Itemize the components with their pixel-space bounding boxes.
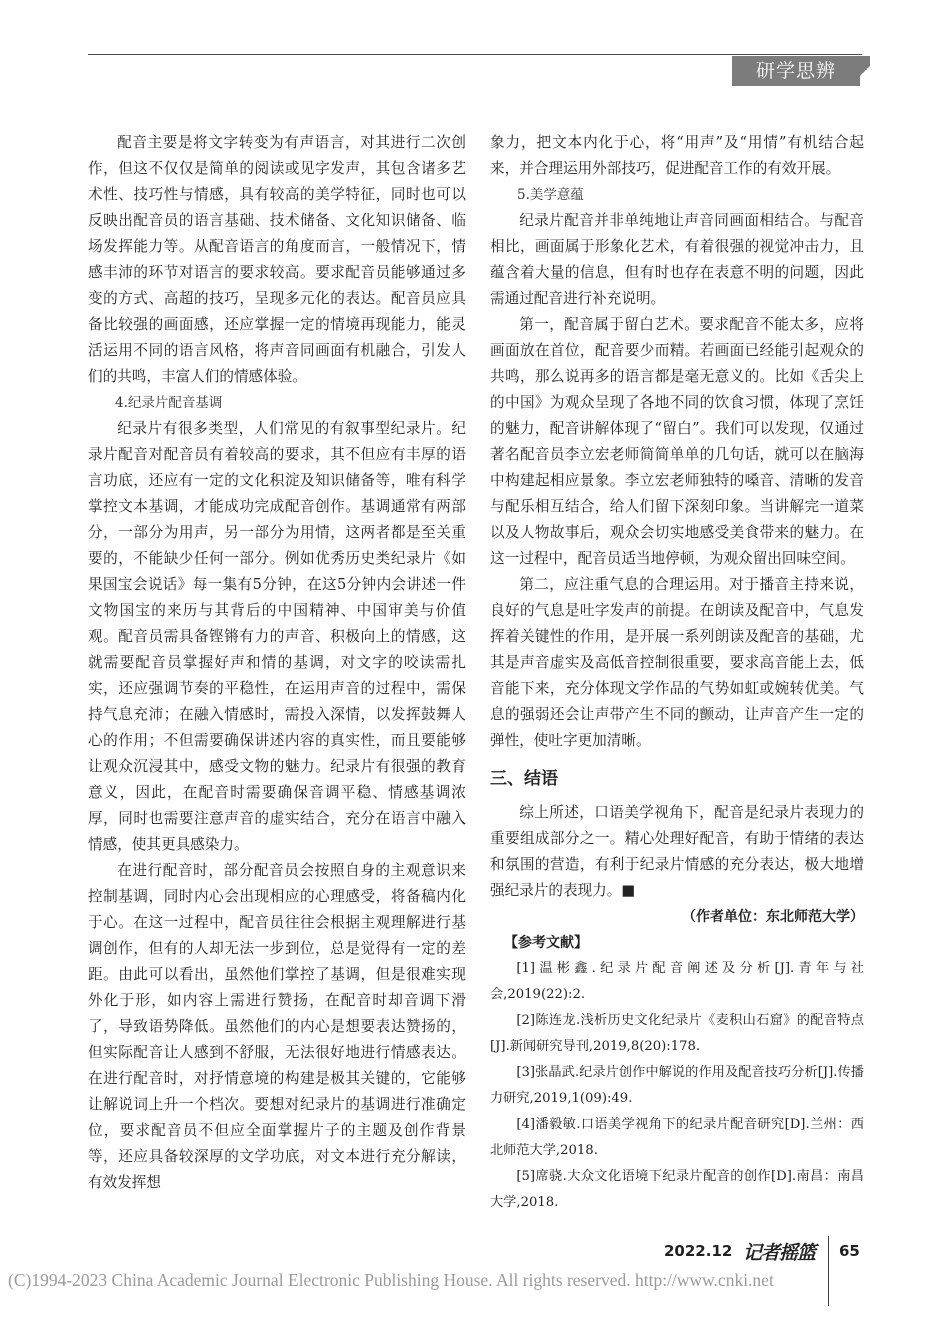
paragraph: 在进行配音时，部分配音员会按照自身的主观意识来控制基调，同时内心会出现相应的心理感受，将备稿内化于心。在这一过程中，配音员往往会根据主观理解进行基调创作，但有的人却无法一步到位，总是觉得有一定的差距。由此可以看出，虽然他们掌控了基调，但是很难实现外化于形，如内容上需进行赞扬，在配音时却音调下滑了，导致语势降低。虽然他们的内心是想要表达赞扬的，但实际配音让人感到不舒服，无法很好地进行情感表达。在进行配音时，对抒情意境的构建是极其关键的，它能够让解说词上升一个档次。要想对纪录片的基调进行准确定位，要求配音员不但应全面掌握片子的主题及创作背景等，还应具备较深厚的文学功底，对文本进行充分解读，有效发挥想 — [88, 862, 466, 1191]
paragraph: 纪录片配音并非单纯地让声音同画面相结合。与配音相比，画面属于形象化艺术，有着很强的视觉冲击力，且蕴含着大量的信息，但有时也存在表意不明的问题，因此需通过配音进行补充说明。 — [490, 212, 864, 307]
reference-item: [4]潘毅敏.口语美学视角下的纪录片配音研究[D].兰州：西北师范大学,2018. — [490, 1117, 864, 1158]
paragraph: 综上所述，口语美学视角下，配音是纪录片表现力的重要组成部分之一。精心处理好配音，有助于情绪的表达和氛围的营造，有利于纪录片情感的充分表达，极大地增强纪录片的表现力。■ — [490, 804, 864, 899]
header-rule — [88, 54, 862, 55]
section-heading-conclusion: 三、结语 — [490, 769, 558, 789]
issue-date: 2022.12 — [664, 1242, 733, 1260]
paragraph-continued: 象力，把文本内化于心，将“用声”及“用情”有机结合起来，并合理运用外部技巧，促进配音工作的有效开展。 — [490, 134, 864, 177]
author-affiliation: （作者单位：东北师范大学） — [682, 909, 864, 925]
reference-item: [5]席骁.大众文化语境下纪录片配音的创作[D].南昌：南昌大学,2018. — [490, 1169, 864, 1210]
paragraph: 第二，应注重气息的合理运用。对于播音主持来说，良好的气息是吐字发声的前提。在朗读及配音中，气息发挥着关键性的作用，是开展一系列朗读及配音的基础，尤其是声音虚实及高低音控制很重要，要求高音能上去，低音能下来，充分体现文学作品的气势如虹或婉转优美。气息的强弱还会让声带产生不同的颤动，让声音产生一定的弹性，使吐字更加清晰。 — [490, 576, 864, 749]
left-column — [88, 130, 466, 1196]
right-column — [490, 130, 864, 1216]
paragraph: 第一，配音属于留白艺术。要求配音不能太多，应将画面放在首位，配音要少而精。若画面已经能引起观众的共鸣，那么说再多的语言都是毫无意义的。比如《舌尖上的中国》为观众呈现了各地不同的饮食习惯，体现了烹饪的魅力，配音讲解体现了“留白”。我们可以发现，仅通过著名配音员李立宏老师简简单单的几句话，就可以在脑海中构建起相应景象。李立宏老师独特的嗓音、清晰的发音与配乐相互结合，给人们留下深刻印象。当讲解完一道菜以及人物故事后，观众会切实地感受美食带来的魅力。在这一过程中，配音员适当地停顿，为观众留出回味空间。 — [490, 316, 864, 567]
footer-divider — [828, 1236, 829, 1306]
paragraph: 配音主要是将文字转变为有声语言，对其进行二次创作，但这不仅仅是简单的阅读或见字发声，其包含诸多艺术性、技巧性与情感，具有较高的美学特征，同时也可以反映出配音员的语言基础、技术储备、文化知识储备、临场发挥能力等。从配音语言的角度而言，一般情况下，情感丰沛的环节对语言的要求较高。要求配音员能够通过多变的方式、高超的技巧，呈现多元化的表达。配音员应具备比较强的画面感，还应掌握一定的情境再现能力，能灵活运用不同的语言风格，将声音同画面有机融合，引发人们的共鸣，丰富人们的情感体验。 — [88, 134, 466, 385]
page-number: 65 — [839, 1242, 860, 1260]
copyright-watermark: (C)1994-2023 China Academic Journal Electronic Publishing House. All rights reserved. http://www.cnki.net — [8, 1270, 774, 1290]
reference-item: [3]张晶武.纪录片创作中解说的作用及配音技巧分析[J].传播力研究,2019,1(09):49. — [490, 1065, 864, 1106]
paragraph: 纪录片有很多类型，人们常见的有叙事型纪录片。纪录片配音对配音员有着较高的要求，其不但应有丰厚的语言功底，还应有一定的文化积淀及知识储备等，唯有科学掌控文本基调，才能成功完成配音创作。基调通常有两部分，一部分为用声，另一部分为用情，这两者都是至关重要的，不能缺少任何一部分。例如优秀历史类纪录片《如果国宝会说话》每一集有5分钟，在这5分钟内会讲述一件文物国宝的来历与其背后的中国精神、中国审美与价值观。配音员需具备铿锵有力的声音、积极向上的情感，这就需要配音员掌握好声和情的基调，对文字的咬读需扎实，还应强调节奏的平稳性，在运用声音的过程中，需保持气息充沛；在融入情感时，需投入深情，以发挥鼓舞人心的作用；不但需要确保讲述内容的真实性，而且要能够让观众沉浸其中，感受文物的魅力。纪录片有很强的教育意义，因此，在配音时需要确保音调平稳、情感基调浓厚，同时也需要注意声音的虚实结合，充分在语言中融入情感，使其更具感染力。 — [88, 420, 466, 853]
section-tag: 研学思辨 — [732, 56, 860, 86]
journal-logo: 记者摇篮 — [743, 1242, 816, 1264]
reference-item: [2]陈连龙.浅析历史文化纪录片《麦积山石窟》的配音特点[J].新闻研究导刊,2019,8(20):178. — [490, 1013, 864, 1054]
reference-item: [1]温彬鑫.纪录片配音阐述及分析[J].青年与社会,2019(22):2. — [490, 961, 864, 1002]
references-heading: 【参考文献】 — [504, 935, 588, 951]
subheading-4: 4.纪录片配音基调 — [115, 395, 223, 411]
subheading-5: 5.美学意蕴 — [517, 187, 584, 203]
